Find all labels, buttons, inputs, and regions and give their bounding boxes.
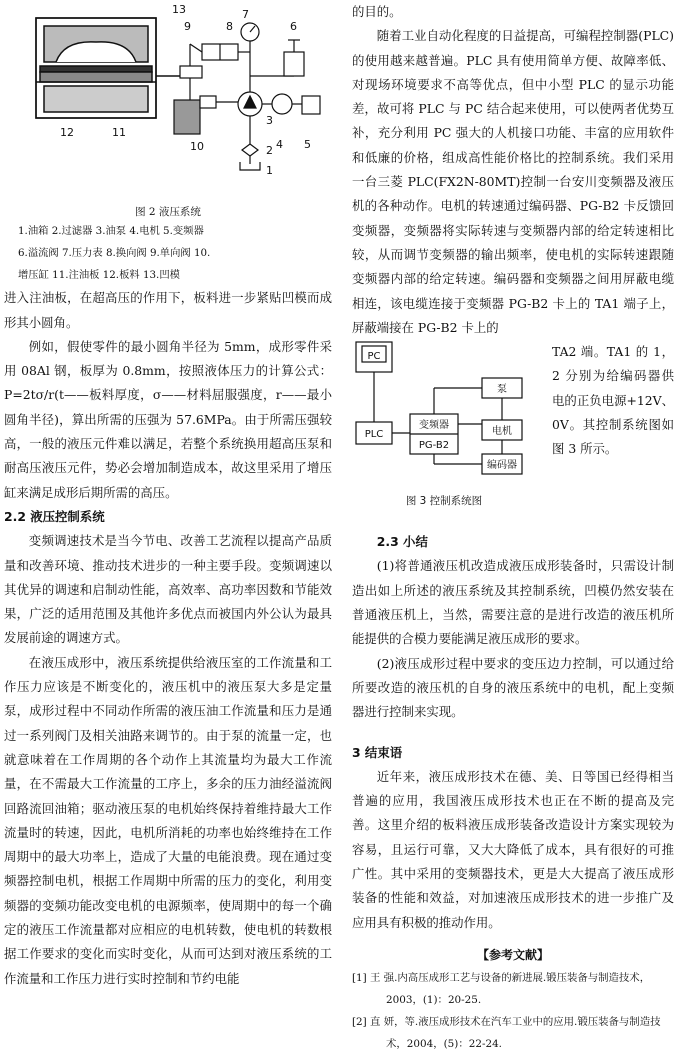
label-10: 10 bbox=[190, 140, 204, 153]
paragraph: (2)液压成形过程中要求的变压边力控制，可以通过给所要改造的液压机的自身的液压系统中的电机，配上变频器进行控制来实现。 bbox=[352, 655, 674, 720]
figure2-legend-line: 增压缸 11.注油板 12.板料 13.凹模 bbox=[18, 269, 180, 282]
paragraph: 近年来，液压成形技术在德、美、日等国已经得相当普遍的应用，我国液压成形技术也正在不断的提高及完善。这里介绍的板料液压成形装备改造设计方案实现较为容易，且运行可靠，又大大降低了成本，具有很好的可推广性。其中采用的变频器技术，更是大大提高了液压成形装备的性能和效益，对加速液压成形技术的进一步推广及应用具有积极的推动作用。 bbox=[352, 768, 674, 930]
label-11: 11 bbox=[112, 126, 126, 139]
paragraph: 随着工业自动化程度的日益提高，可编程控制器(PLC)的使用越来越普遍。PLC 具有使用简单方便、故障率低、对现场环境要求不高等优点，但中小型 PLC 的显示功能差，故可将 PLC 与 PC 结合起来使用，可以使两者优势互补，充分利用 PC 强大的人机接口功能、丰富的应用软件和低廉的价格，组成高性能价格比的控制系统。我们采用一台三菱 PLC(FX2N-80MT)控制一台安川变频器及液压机的各种动作。电机的转速通过编码器、PG-B2 卡反馈回变频器，变频器将实际转速与变频器内部的给定转速相比较，从而调节变频器的输出频率，使电机的实际转速跟随变频器内部的给定转速。编码器和变频器之间用屏蔽电缆相连，该电缆连接于变频器 PG-B2 卡上的 TA1 端子上，屏蔽端接在 PG-B2 卡上的 bbox=[352, 28, 674, 335]
figure2-legend-line: 1.油箱 2.过滤器 3.油泵 4.电机 5.变频器 bbox=[18, 225, 204, 238]
figure3-caption: 图 3 控制系统图 bbox=[405, 495, 483, 508]
left-column bbox=[4, 0, 332, 991]
inverter-box-label: 变频器 bbox=[419, 420, 449, 432]
label-3: 3 bbox=[266, 114, 273, 127]
figure2-legend-line: 6.溢流阀 7.压力表 8.换向阀 9.单向阀 10. bbox=[18, 247, 211, 260]
figure2-caption: 图 2 液压系统 bbox=[135, 206, 201, 219]
reference-item: [2] 直 妍，等.液压成形技术在汽车工业中的应用.锻压装备与制造技术，2004，(5)：22-24. bbox=[352, 1016, 661, 1051]
motor-box-label: 电机 bbox=[492, 426, 512, 438]
section-heading-2-3: 2.3 小结 bbox=[376, 534, 428, 550]
pgb2-box-label: PG-B2 bbox=[418, 440, 450, 452]
pc-box-label: PC bbox=[367, 351, 381, 363]
label-4: 4 bbox=[276, 138, 283, 151]
paragraph: (1)将普通液压机改造成液压成形装备时，只需设计制造出如上所述的液压系统及其控制系统，凹模仍然安装在普通液压机上，当然，需要注意的是进行改造的液压机所能提供的合模力要能满足液压成形的要求。 bbox=[352, 558, 674, 647]
paragraph: 例如，假使零件的最小圆角半径为 5mm，成形零件采用 08Al 钢，板厚为 0.8mm，按照液体压力的计算公式：P=2tσ/r(t——板料厚度，σ——材料屈服强度，r——最小圆角半径)，算出所需的压强为 57.6MPa。由于所需压强较高，一般的液压元件难以满足，若整个系统换用超高压泵和耐高压液压元件，势必会增加制造成本，故这里采用了增压缸来满足成形后期所需的高压。 bbox=[4, 338, 332, 500]
label-12: 12 bbox=[60, 126, 74, 139]
label-13: 13 bbox=[172, 3, 186, 16]
paragraph: 变频调速技术是当今节电、改善工艺流程以提高产品质量和改善环境、推动技术进步的一种主要手段。变频调速以其优异的调速和启制动性能，高效率、高功率因数和节能效果，广泛的适用范围及其他许多优点而被国内外公认为最具发展前途的调速方式。 bbox=[4, 533, 332, 646]
paragraph: TA2 端。TA1 的 1，2 分别为给编码器供电的正负电源+12V、0V。其控制系统图如图 3 所示。 bbox=[552, 344, 674, 457]
label-1: 1 bbox=[266, 164, 273, 177]
reference-item: [1] 王 强.内高压成形工艺与设备的新进展.锻压装备与制造技术，2003，(1)：20-25. bbox=[352, 972, 651, 1007]
section-heading-2-2: 2.2 液压控制系统 bbox=[4, 508, 105, 524]
label-7: 7 bbox=[242, 8, 249, 21]
hydraulic-system-figure bbox=[4, 0, 332, 196]
label-8: 8 bbox=[226, 20, 233, 33]
paragraph: 在液压成形中，液压系统提供给液压室的工作流量和工作压力应该是不断变化的，液压机中的液压泵大多是定量泵，成形过程中不同动作所需的液压油工作流量和压力是通过一系列阀门及相关油路来调节的。由于泵的流量一定，也就意味着在工作周期的各个动作上其流量均为最大工作流量，在不需最大工作流量的工序上，多余的压力油经溢流阀回路流回油箱；驱动液压泵的电机始终保持着维持最大工作流量时的转速，因此，电机所消耗的功率也始终维持在工作周期中的最大功率上，造成了大量的电能浪费。现在通过变频器控制电机，根据工作周期中所需的压力的变化，利用变频器的变频功能改变电机的电源频率，使周期中的每一个确定的液压工作流量都对应相应的电机转数，使电机的转数根据工作要求的变化而实时变化，从而可达到对液压系统的工作流量和工作压力进行实时控制和节约电能 bbox=[4, 654, 332, 986]
pump-box-label: 泵 bbox=[497, 384, 507, 396]
references-heading: 【参考文献】 bbox=[476, 947, 549, 962]
label-2: 2 bbox=[266, 144, 273, 157]
label-9: 9 bbox=[184, 20, 191, 33]
control-system-figure bbox=[352, 340, 552, 530]
label-5: 5 bbox=[304, 138, 311, 151]
paragraph: 的目的。 bbox=[352, 4, 402, 19]
press-die-drawing bbox=[36, 18, 190, 118]
label-6: 6 bbox=[290, 20, 297, 33]
paragraph: 进入注油板，在超高压的作用下，板料进一步紧贴凹模而成形其小圆角。 bbox=[4, 290, 332, 330]
right-column bbox=[352, 0, 674, 1055]
encoder-box-label: 编码器 bbox=[487, 460, 517, 472]
section-heading-3: 3 结束语 bbox=[352, 744, 403, 760]
plc-box-label: PLC bbox=[364, 429, 384, 441]
